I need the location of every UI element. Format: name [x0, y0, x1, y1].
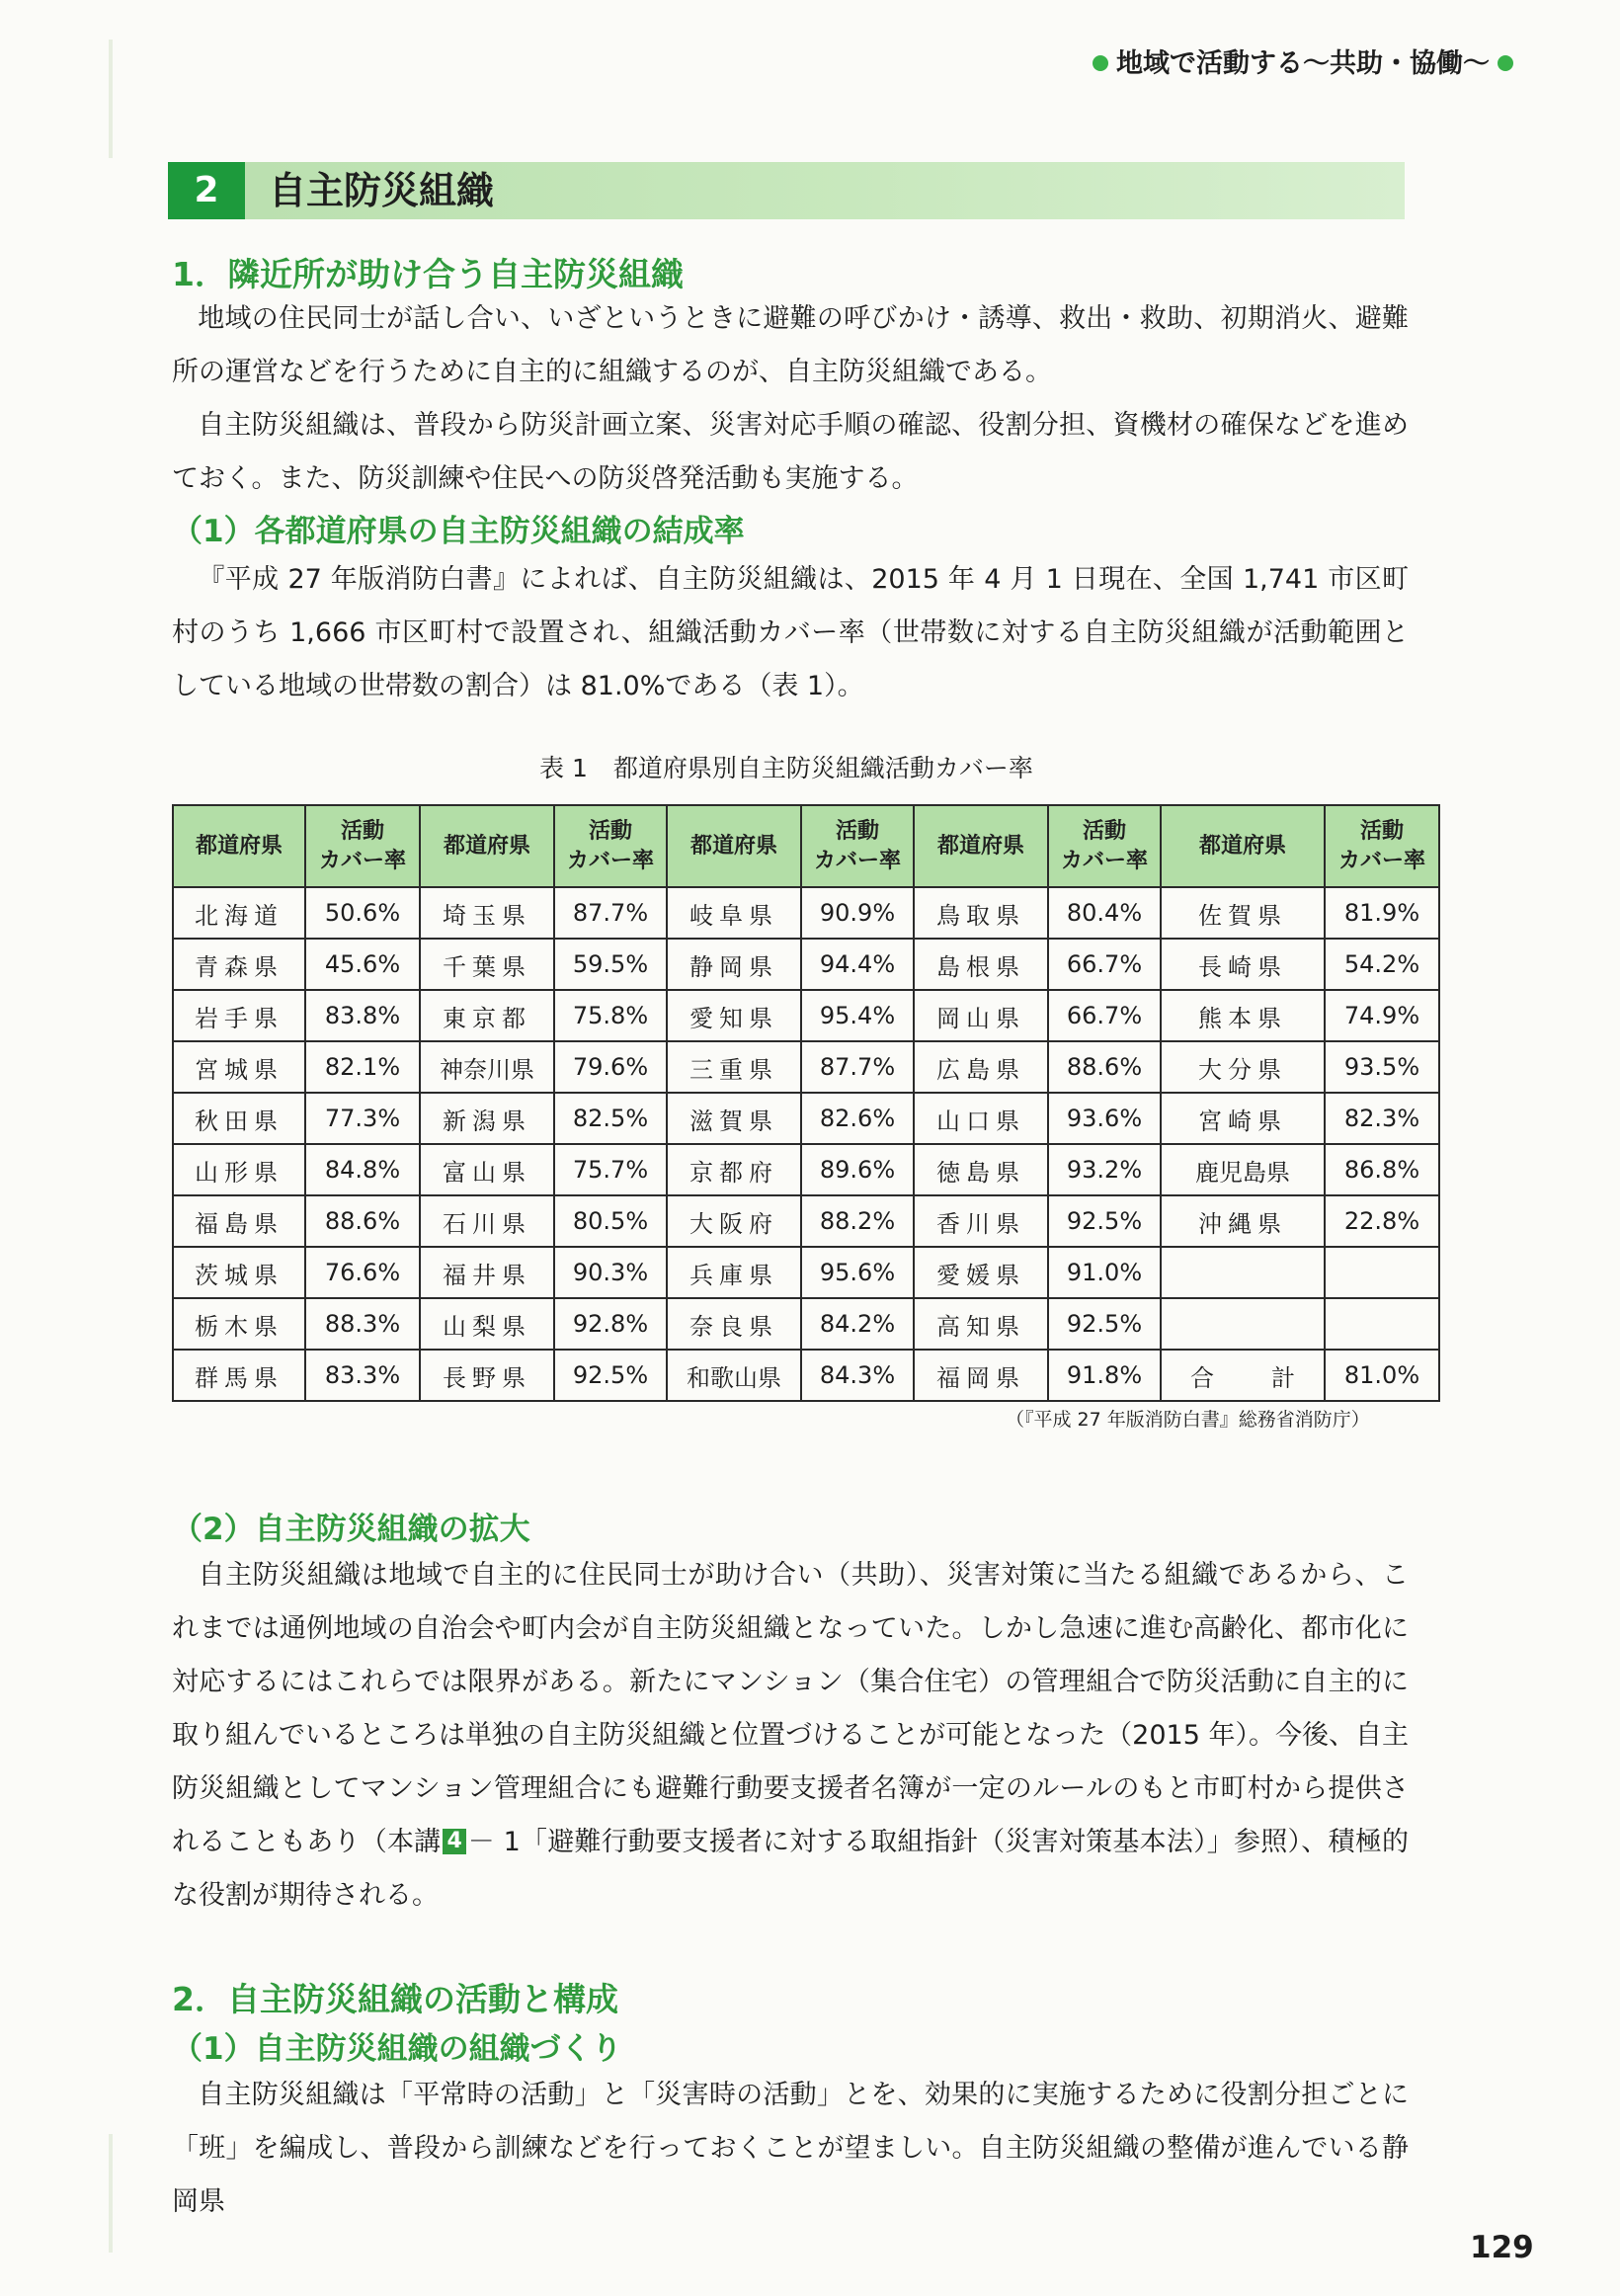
bullet-dot-icon: [1093, 55, 1108, 71]
prefecture-name-cell: 山形県: [173, 1144, 305, 1195]
header-rate-line2: カバー率: [1060, 848, 1148, 873]
table-source: （『平成 27 年版消防白書』総務省消防庁）: [1006, 1409, 1370, 1431]
section-1-paragraph-1-text: 地域の住民同士が話し合い、いざというときに避難の呼びかけ・誘導、救出・救助、初期消火、避難所の運営などを行うために自主的に組織するのが、自主防災組織である。: [172, 303, 1409, 387]
header-coverage-rate: [1048, 805, 1161, 887]
coverage-rate-cell: 74.9%: [1325, 990, 1439, 1041]
prefecture-name-cell: 京都府: [667, 1144, 801, 1195]
table-caption-label: 表 1: [539, 754, 588, 782]
subsection-1-2-paragraph-text-b: － 1「避難行動要支援者に対する取組指針（災害対策基本法）」参照）、積極的な役割が期待される。: [172, 1827, 1410, 1911]
prefecture-name-cell: 大阪府: [667, 1195, 801, 1247]
prefecture-name-cell: 埼玉県: [420, 887, 554, 939]
table-row: [173, 1041, 1439, 1093]
coverage-rate-cell: 77.3%: [305, 1093, 420, 1144]
chapter-number: 2: [168, 162, 245, 219]
running-header-text: 地域で活動する〜共助・協働〜: [1116, 48, 1490, 79]
section-1-heading: 1．隣近所が助け合う自主防災組織: [172, 255, 684, 293]
coverage-rate-cell: 59.5%: [554, 939, 667, 990]
prefecture-name-cell: 宮崎県: [1161, 1093, 1325, 1144]
coverage-rate-cell: 75.8%: [554, 990, 667, 1041]
coverage-rate-cell: 87.7%: [554, 887, 667, 939]
coverage-rate-cell: 50.6%: [305, 887, 420, 939]
header-coverage-rate: [1325, 805, 1439, 887]
table-row: [173, 1298, 1439, 1350]
coverage-rate-cell: 54.2%: [1325, 939, 1439, 990]
coverage-rate-cell: 94.4%: [801, 939, 914, 990]
prefecture-name-cell: 茨城県: [173, 1247, 305, 1298]
table-row: [173, 887, 1439, 939]
table-caption: [539, 749, 1033, 784]
coverage-rate-cell: 84.2%: [801, 1298, 914, 1350]
coverage-rate-cell: 22.8%: [1325, 1195, 1439, 1247]
subsection-1-2-paragraph: [172, 1549, 1409, 1923]
table-body: [173, 887, 1439, 1401]
prefecture-name-cell: [1161, 1247, 1325, 1298]
table-row: [173, 1144, 1439, 1195]
prefecture-name-cell: 山梨県: [420, 1298, 554, 1350]
coverage-rate-cell: 92.5%: [1048, 1195, 1161, 1247]
prefecture-name-cell: 和歌山県: [667, 1350, 801, 1401]
page-number: 129: [1470, 2230, 1534, 2265]
coverage-rate-cell: 82.3%: [1325, 1093, 1439, 1144]
table-row: [173, 1247, 1439, 1298]
coverage-rate-cell: 76.6%: [305, 1247, 420, 1298]
table-header-row: [173, 805, 1439, 887]
section-1-paragraph-2-text: 自主防災組織は、普段から防災計画立案、災害対応手順の確認、役割分担、資機材の確保などを進めておく。また、防災訓練や住民への防災啓発活動も実施する。: [172, 410, 1409, 494]
header-prefecture: 都道府県: [1161, 805, 1325, 887]
coverage-rate-cell: 83.8%: [305, 990, 420, 1041]
coverage-rate-cell: 82.1%: [305, 1041, 420, 1093]
subsection-2-1-paragraph-text: 自主防災組織は「平常時の活動」と「災害時の活動」とを、効果的に実施するために役割分担ごとに「班」を編成し、普段から訓練などを行っておくことが望ましい。自主防災組織の整備が進んでいる静岡県: [172, 2080, 1409, 2217]
prefecture-name-cell: 山口県: [914, 1093, 1048, 1144]
header-rate-line1: 活動: [1359, 818, 1404, 844]
coverage-rate-cell: 89.6%: [801, 1144, 914, 1195]
prefecture-name-cell: 高知県: [914, 1298, 1048, 1350]
header-prefecture: 都道府県: [420, 805, 554, 887]
prefecture-name-cell: 栃木県: [173, 1298, 305, 1350]
prefecture-name-cell: 岡山県: [914, 990, 1048, 1041]
coverage-rate-cell: 83.3%: [305, 1350, 420, 1401]
coverage-rate-cell: 95.6%: [801, 1247, 914, 1298]
coverage-rate-cell: 66.7%: [1048, 939, 1161, 990]
header-coverage-rate: [801, 805, 914, 887]
prefecture-name-cell: 合 計: [1161, 1350, 1325, 1401]
prefecture-name-cell: 福島県: [173, 1195, 305, 1247]
prefecture-name-cell: 福井県: [420, 1247, 554, 1298]
coverage-rate-cell: 79.6%: [554, 1041, 667, 1093]
lecture-number-badge: 4: [443, 1829, 465, 1854]
header-rate-line1: 活動: [1082, 818, 1126, 844]
coverage-rate-cell: 81.0%: [1325, 1350, 1439, 1401]
header-rate-line2: カバー率: [813, 848, 901, 873]
coverage-rate-cell: 88.6%: [305, 1195, 420, 1247]
coverage-rate-cell: 45.6%: [305, 939, 420, 990]
prefecture-name-cell: 神奈川県: [420, 1041, 554, 1093]
header-rate-line2: カバー率: [1337, 848, 1425, 873]
prefecture-name-cell: 長野県: [420, 1350, 554, 1401]
coverage-rate-cell: 84.8%: [305, 1144, 420, 1195]
coverage-rate-cell: [1325, 1247, 1439, 1298]
coverage-rate-cell: 86.8%: [1325, 1144, 1439, 1195]
prefecture-name-cell: 愛媛県: [914, 1247, 1048, 1298]
prefecture-name-cell: 鹿児島県: [1161, 1144, 1325, 1195]
table-row: [173, 939, 1439, 990]
page-edge-mark: [109, 2134, 113, 2253]
prefecture-name-cell: 秋田県: [173, 1093, 305, 1144]
header-coverage-rate: [305, 805, 420, 887]
prefecture-name-cell: 徳島県: [914, 1144, 1048, 1195]
header-prefecture: 都道府県: [914, 805, 1048, 887]
table-caption-title: 都道府県別自主防災組織活動カバー率: [612, 754, 1033, 782]
prefecture-name-cell: 東京都: [420, 990, 554, 1041]
coverage-rate-cell: 81.9%: [1325, 887, 1439, 939]
coverage-rate-cell: 90.3%: [554, 1247, 667, 1298]
prefecture-name-cell: 沖縄県: [1161, 1195, 1325, 1247]
prefecture-name-cell: 兵庫県: [667, 1247, 801, 1298]
coverage-rate-cell: 90.9%: [801, 887, 914, 939]
prefecture-name-cell: 富山県: [420, 1144, 554, 1195]
prefecture-name-cell: 三重県: [667, 1041, 801, 1093]
running-header: [1085, 41, 1521, 80]
subsection-1-1-heading: （1）各都道府県の自主防災組織の結成率: [172, 514, 745, 549]
prefecture-name-cell: 佐賀県: [1161, 887, 1325, 939]
coverage-rate-cell: 93.5%: [1325, 1041, 1439, 1093]
coverage-rate-cell: 75.7%: [554, 1144, 667, 1195]
subsection-2-1-paragraph: [172, 2069, 1409, 2229]
prefecture-name-cell: 広島県: [914, 1041, 1048, 1093]
page-edge-mark: [109, 40, 113, 158]
prefecture-name-cell: 群馬県: [173, 1350, 305, 1401]
prefecture-name-cell: 岐阜県: [667, 887, 801, 939]
coverage-rate-cell: 87.7%: [801, 1041, 914, 1093]
prefecture-name-cell: [1161, 1298, 1325, 1350]
prefecture-name-cell: 新潟県: [420, 1093, 554, 1144]
table-row: [173, 1350, 1439, 1401]
header-rate-line2: カバー率: [318, 848, 406, 873]
coverage-rate-cell: 66.7%: [1048, 990, 1161, 1041]
prefecture-name-cell: 長崎県: [1161, 939, 1325, 990]
section-2-heading: 2．自主防災組織の活動と構成: [172, 1980, 618, 2018]
table-row: [173, 1093, 1439, 1144]
header-rate-line1: 活動: [588, 818, 632, 844]
coverage-rate-cell: 82.5%: [554, 1093, 667, 1144]
section-1-paragraph-2: [172, 399, 1409, 506]
prefecture-coverage-table: [172, 804, 1440, 1402]
header-rate-line2: カバー率: [566, 848, 654, 873]
coverage-rate-cell: 93.6%: [1048, 1093, 1161, 1144]
header-rate-line1: 活動: [835, 818, 879, 844]
prefecture-name-cell: 鳥取県: [914, 887, 1048, 939]
coverage-rate-cell: 95.4%: [801, 990, 914, 1041]
prefecture-name-cell: 千葉県: [420, 939, 554, 990]
bullet-dot-icon: [1498, 55, 1513, 71]
subsection-1-2-paragraph-text-a: 自主防災組織は地域で自主的に住民同士が助け合い（共助）、災害対策に当たる組織であるから、これまでは通例地域の自治会や町内会が自主防災組織となっていた。しかし急速に進む高齢化、都市化に対応するにはこれらでは限界がある。新たにマンション（集合住宅）の管理組合で防災活動に自主的に取り組んでいるところは単独の自主防災組織と位置づけることが可能となった（2015 年）。今後、自主防災組織としてマンション管理組合にも避難行動要支援者名簿が一定のルールのもと市町村から提供されることもあり（本講: [172, 1560, 1409, 1857]
coverage-rate-cell: 82.6%: [801, 1093, 914, 1144]
prefecture-name-cell: 熊本県: [1161, 990, 1325, 1041]
prefecture-name-cell: 香川県: [914, 1195, 1048, 1247]
prefecture-name-cell: 大分県: [1161, 1041, 1325, 1093]
coverage-rate-cell: [1325, 1298, 1439, 1350]
coverage-rate-cell: 88.2%: [801, 1195, 914, 1247]
subsection-1-1-paragraph: [172, 553, 1409, 713]
prefecture-name-cell: 滋賀県: [667, 1093, 801, 1144]
prefecture-name-cell: 福岡県: [914, 1350, 1048, 1401]
coverage-rate-cell: 92.5%: [1048, 1298, 1161, 1350]
prefecture-name-cell: 石川県: [420, 1195, 554, 1247]
header-prefecture: 都道府県: [173, 805, 305, 887]
prefecture-name-cell: 愛知県: [667, 990, 801, 1041]
prefecture-name-cell: 宮城県: [173, 1041, 305, 1093]
header-rate-line1: 活動: [340, 818, 384, 844]
coverage-rate-cell: 84.3%: [801, 1350, 914, 1401]
coverage-rate-cell: 92.5%: [554, 1350, 667, 1401]
subsection-1-2-heading: （2）自主防災組織の拡大: [172, 1512, 530, 1547]
coverage-rate-cell: 88.6%: [1048, 1041, 1161, 1093]
section-1-paragraph-1: [172, 292, 1409, 399]
coverage-rate-cell: 91.0%: [1048, 1247, 1161, 1298]
table-row: [173, 990, 1439, 1041]
subsection-1-1-paragraph-text: 『平成 27 年版消防白書』によれば、自主防災組織は、2015 年 4 月 1 日現在、全国 1,741 市区町村のうち 1,666 市区町村で設置され、組織活動カバー率（世帯数に対する自主防災組織が活動範囲としている地域の世帯数の割合）は 81.0%である（表 1）。: [172, 564, 1409, 701]
prefecture-name-cell: 青森県: [173, 939, 305, 990]
prefecture-name-cell: 静岡県: [667, 939, 801, 990]
chapter-title: 自主防災組織: [269, 169, 495, 212]
coverage-rate-cell: 92.8%: [554, 1298, 667, 1350]
header-prefecture: 都道府県: [667, 805, 801, 887]
coverage-rate-cell: 80.5%: [554, 1195, 667, 1247]
coverage-rate-cell: 88.3%: [305, 1298, 420, 1350]
prefecture-name-cell: 岩手県: [173, 990, 305, 1041]
prefecture-name-cell: 奈良県: [667, 1298, 801, 1350]
coverage-rate-cell: 80.4%: [1048, 887, 1161, 939]
prefecture-name-cell: 島根県: [914, 939, 1048, 990]
coverage-rate-cell: 93.2%: [1048, 1144, 1161, 1195]
subsection-2-1-heading: （1）自主防災組織の組織づくり: [172, 2031, 622, 2067]
header-coverage-rate: [554, 805, 667, 887]
prefecture-name-cell: 北海道: [173, 887, 305, 939]
coverage-rate-cell: 91.8%: [1048, 1350, 1161, 1401]
table-row: [173, 1195, 1439, 1247]
